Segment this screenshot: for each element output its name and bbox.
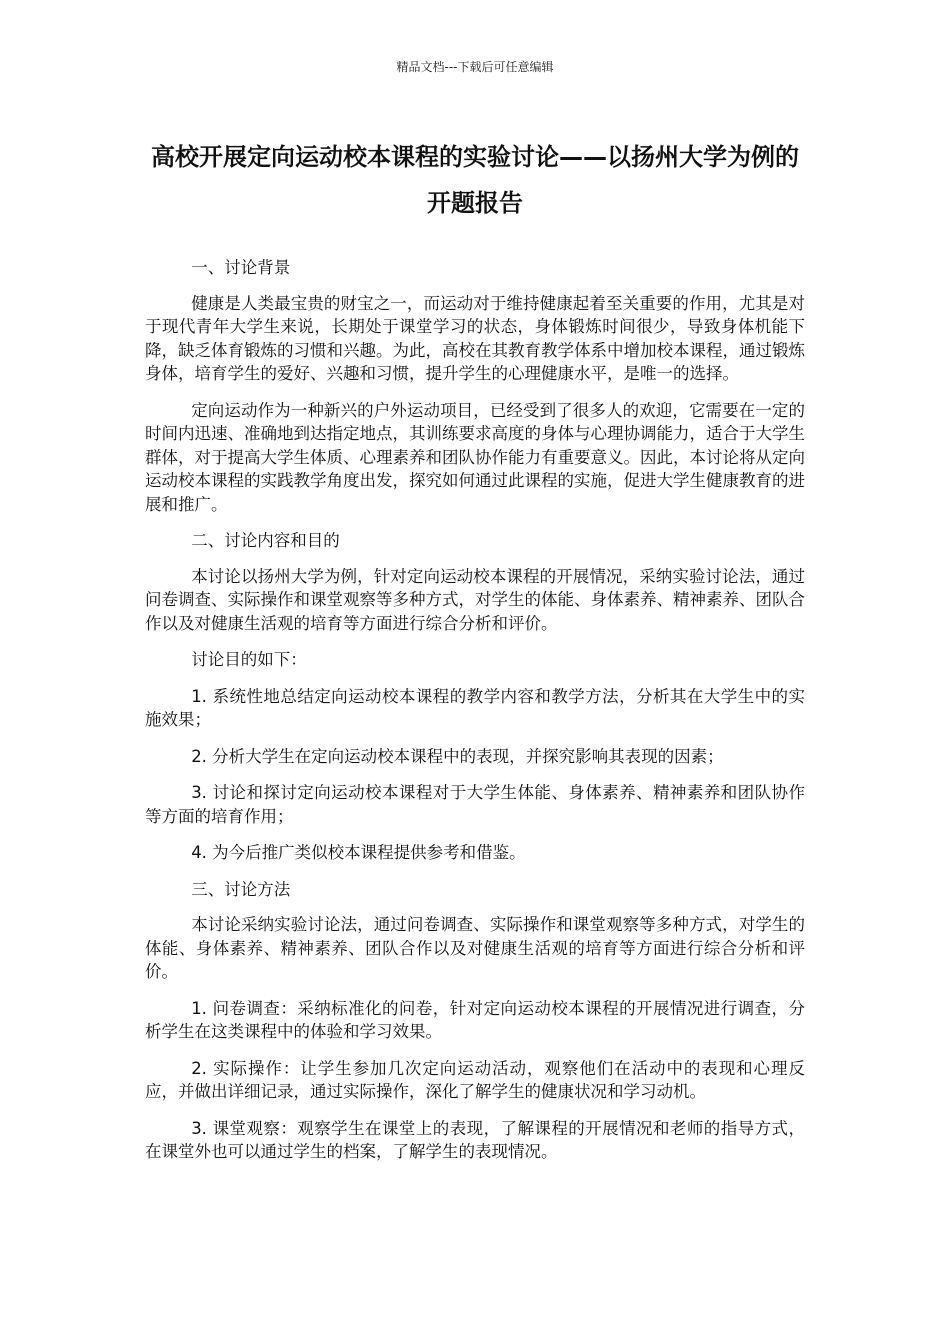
paragraph: 健康是人类最宝贵的财宝之一，而运动对于维持健康起着至关重要的作用，尤其是对于现代青年大学生来说，长期处于课堂学习的状态，身体锻炼时间很少，导致身体机能下降，缺乏体育锻炼的习惯和兴趣。为此，高校在其教育教学体系中增加校本课程，通过锻炼身体，培育学生的爱好、兴趣和习惯，提升学生的心理健康水平，是唯一的选择。 [145, 293, 805, 383]
paragraph: 定向运动作为一种新兴的户外运动项目，已经受到了很多人的欢迎，它需要在一定的时间内迅速、准确地到达指定地点，其训练要求高度的身体与心理协调能力，适合于大学生群体，对于提高大学生体质、心理素养和团队协作能力有重要意义。因此，本讨论将从定向运动校本课程的实践教学角度出发，探究如何通过此课程的实施，促进大学生健康教育的进展和推广。 [145, 400, 805, 514]
page-header: 精品文档---下载后可任意编辑 [396, 60, 554, 74]
section-heading-method: 三、讨论方法 [191, 879, 291, 899]
section-heading-background: 一、讨论背景 [191, 258, 291, 277]
paragraph: 本讨论以扬州大学为例，针对定向运动校本课程的开展情况，采纳实验讨论法，通过问卷调查、实际操作和课堂观察等多种方式，对学生的体能、身体素养、精神素养、团队合作以及对健康生活观的培育等方面进行综合分析和评价。 [145, 566, 805, 633]
paragraph: 讨论目的如下： [191, 650, 307, 669]
section-heading-content: 二、讨论内容和目的 [191, 531, 340, 550]
list-item: 1. 系统性地总结定向运动校本课程的教学内容和教学方法，分析其在大学生中的实施效果； [145, 686, 805, 729]
paragraph: 本讨论采纳实验讨论法，通过问卷调查、实际操作和课堂观察等多种方式，对学生的体能、身体素养、精神素养、团队合作以及对健康生活观的培育等方面进行综合分析和评价。 [145, 915, 805, 981]
list-item: 3. 讨论和探讨定向运动校本课程对于大学生体能、身体素养、精神素养和团队协作等方面的培育作用； [145, 783, 805, 826]
list-item: 2. 实际操作：让学生参加几次定向运动活动，观察他们在活动中的表现和心理反应，并做出详细记录，通过实际操作，深化了解学生的健康状况和学习动机。 [145, 1058, 805, 1101]
list-item: 4. 为今后推广类似校本课程提供参考和借鉴。 [191, 843, 526, 862]
list-item: 1. 问卷调查：采纳标准化的问卷，针对定向运动校本课程的开展情况进行调查，分析学生在这类课程中的体验和学习效果。 [145, 998, 805, 1041]
list-item: 2. 分析大学生在定向运动校本课程中的表现，并探究影响其表现的因素； [191, 746, 724, 766]
document-title: 高校开展定向运动校本课程的实验讨论——以扬州大学为例的开题报告 [151, 143, 799, 217]
list-item: 3. 课堂观察：观察学生在课堂上的表现，了解课程的开展情况和老师的指导方式，在课堂外也可以通过学生的档案，了解学生的表现情况。 [145, 1118, 805, 1161]
document-body [145, 256, 805, 1177]
